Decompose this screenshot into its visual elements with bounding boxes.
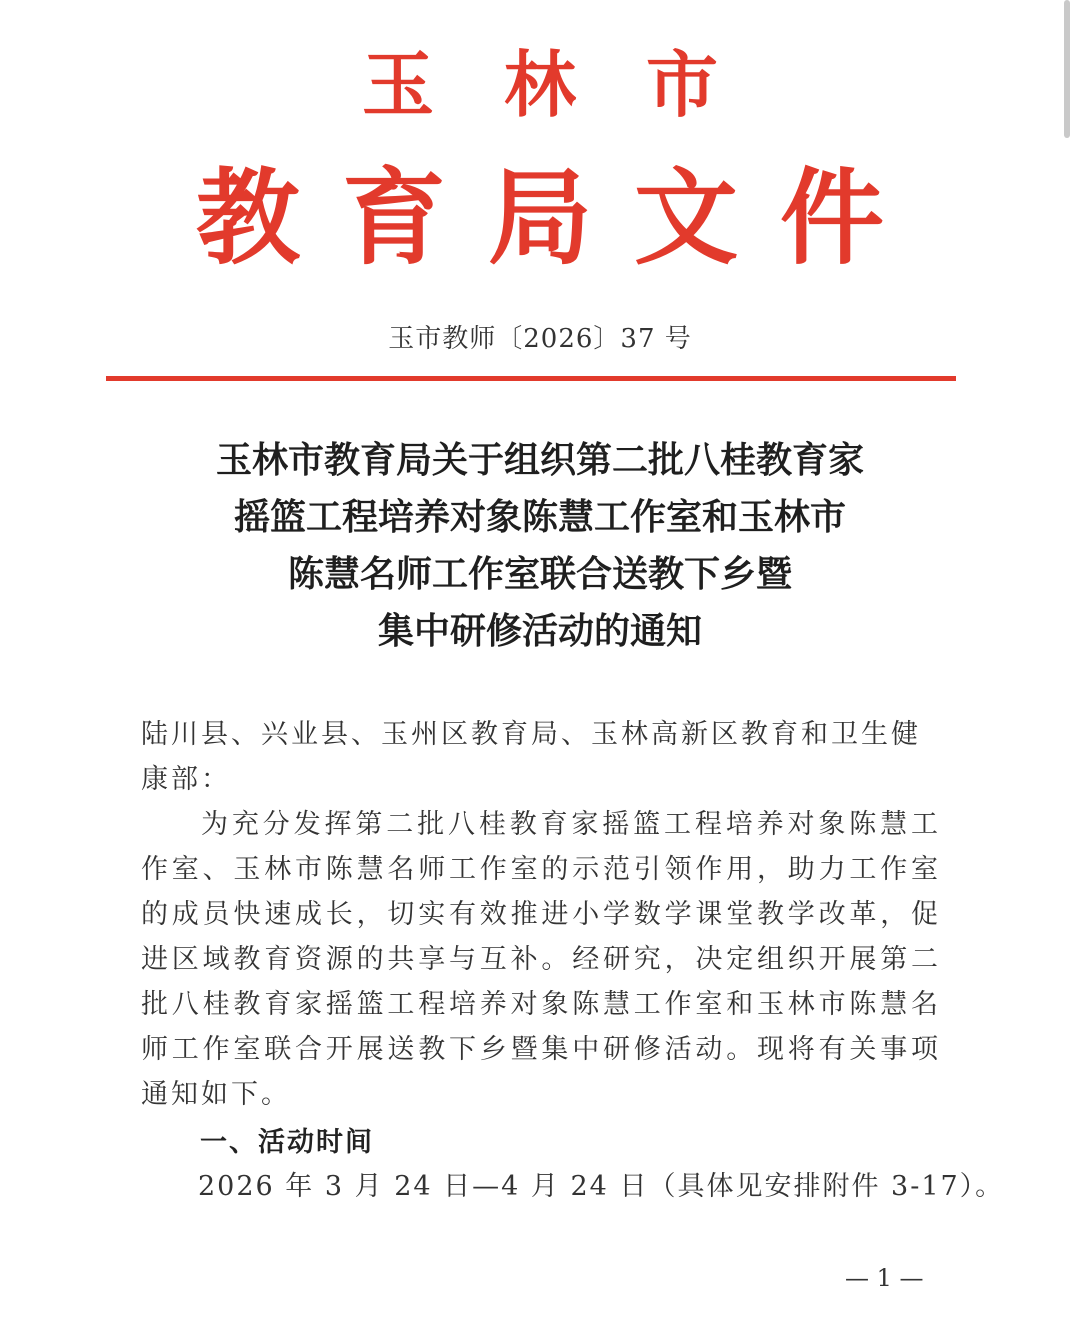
title-line: 集中研修活动的通知 — [377, 610, 702, 652]
title-line: 摇篮工程培养对象陈慧工作室和玉林市 — [233, 496, 846, 538]
section-heading: 一、活动时间 — [200, 1127, 374, 1158]
body-paragraph: 为充分发挥第二批八桂教育家摇篮工程培养对象陈慧工作室、玉林市陈慧名师工作室的示范引领作用，助力工作室的成员快速成长，切实有效推进小学数学课堂教学改革，促进区域教育资源的共享与互补。经研究，决定组织开展第二批八桂教育家摇篮工程培养对象陈慧工作室和玉林市陈慧名师工作室联合开展送教下乡暨集中研修活动。现将有关事项通知如下。 — [141, 809, 941, 1110]
addressee: 陆川县、兴业县、玉州区教育局、玉林高新区教育和卫生健康部： — [141, 719, 921, 795]
red-divider-rule — [106, 376, 956, 381]
document-number: 玉市教师〔2026〕37 号 — [388, 324, 692, 354]
title-line: 玉林市教育局关于组织第二批八桂教育家 — [215, 439, 864, 481]
title-line: 陈慧名师工作室联合送教下乡暨 — [287, 553, 792, 595]
page-number: — 1 — — [845, 1264, 924, 1292]
document-type-heading: 教育局文件 — [195, 156, 926, 279]
issuing-org-name: 玉林市 — [361, 42, 788, 127]
activity-time: 2026 年 3 月 24 日—4 月 24 日（具体见安排附件 3-17）。 — [198, 1171, 1005, 1202]
document-title — [110, 432, 970, 660]
